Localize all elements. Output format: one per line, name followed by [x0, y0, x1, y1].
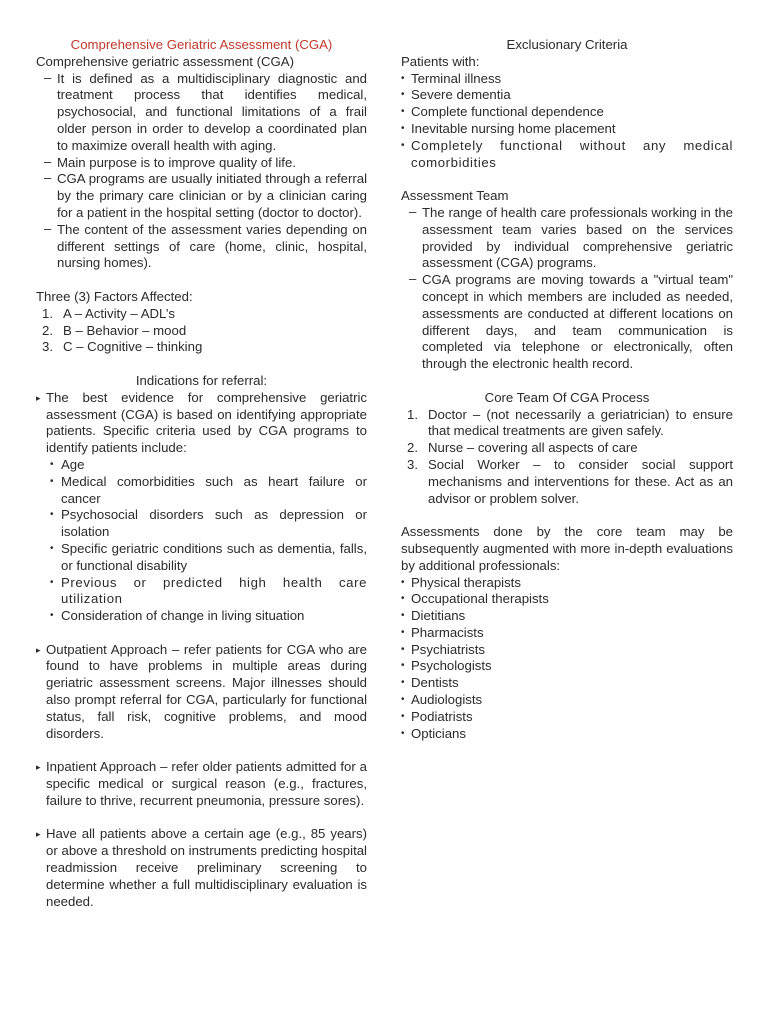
indications-heading: Indications for referral:: [135, 372, 268, 388]
screening-item: ▸ Have all patients above a certain age (e.g., 85 years) or above a threshold on instruments predicting hospital readmission receive preliminary screening to determine whether a full multidisciplinary evaluation is needed.: [36, 826, 367, 910]
core-team-item: 1. Doctor – (not necessarily a geriatrician) to ensure that medical treatments are given safely.: [407, 406, 733, 439]
criteria-list: [36, 457, 367, 625]
exclusion-list: [401, 71, 733, 172]
patients-with-label: Patients with:: [401, 53, 480, 69]
exclusion-item: • Complete functional dependence: [401, 104, 733, 121]
factor-item: 3. C – Cognitive – thinking: [42, 339, 203, 355]
definition-item: – The content of the assessment varies depending on different settings of care (home, clinic, hospital, nursing homes).: [36, 222, 367, 272]
section-subtitle: Comprehensive geriatric assessment (CGA): [36, 53, 294, 69]
indications-list: [36, 390, 367, 625]
core-team-item: 3. Social Worker – to consider social support mechanisms and interventions for these. Act as an advisor or problem solver.: [407, 456, 733, 506]
core-team-list: [401, 407, 733, 508]
definition-item: – It is defined as a multidisciplinary diagnostic and treatment process that identifies medical, psychosocial, and functional limitations of a frail older person in order to develop a coordinated plan to maximize overall health with aging.: [36, 71, 367, 155]
factors-heading: Three (3) Factors Affected:: [36, 288, 193, 304]
core-team-heading: Core Team Of CGA Process: [484, 389, 650, 405]
definition-item: – CGA programs are usually initiated through a referral by the primary care clinician or by a clinician caring for a patient in the hospital setting (doctor to doctor).: [36, 171, 367, 221]
professional-item: • Dentists: [401, 675, 733, 692]
indication-item: [36, 390, 367, 625]
criteria-item: • Previous or predicted high health care utilization: [36, 575, 367, 609]
team-item: – CGA programs are moving towards a "virtual team" concept in which members are included as needed, assessments are conducted at different locations on different days, and team communication is completed via telephone or electronically, often through the electronic health record.: [401, 272, 733, 373]
professional-item: • Audiologists: [401, 692, 733, 709]
team-list: [401, 205, 733, 373]
professionals-list: [401, 575, 733, 743]
professional-item: • Dietitians: [401, 608, 733, 625]
professional-item: • Psychiatrists: [401, 642, 733, 659]
screening-list: [36, 826, 367, 910]
team-heading: Assessment Team: [401, 188, 509, 204]
approach-list-outpatient: [36, 642, 367, 743]
professional-item: • Podiatrists: [401, 709, 733, 726]
criteria-item: • Age: [36, 457, 367, 474]
core-team-item: 2. Nurse – covering all aspects of care: [407, 440, 638, 456]
evidence-text: The best evidence for comprehensive geriatric assessment (CGA) is based on identifying appropriate patients. Specific criteria used by CGA programs to identify patients include:: [46, 389, 367, 456]
document-title: Comprehensive Geriatric Assessment (CGA): [70, 37, 333, 52]
professional-item: • Physical therapists: [401, 575, 733, 592]
approach-list-inpatient: [36, 759, 367, 809]
exclusion-item: • Completely functional without any medical comorbidities: [401, 138, 733, 172]
exclusion-heading: Exclusionary Criteria: [506, 37, 628, 52]
criteria-item: • Medical comorbidities such as heart failure or cancer: [36, 474, 367, 508]
definition-item: – Main purpose is to improve quality of life.: [36, 155, 367, 172]
professional-item: • Psychologists: [401, 658, 733, 675]
outpatient-item: ▸ Outpatient Approach – refer patients for CGA who are found to have problems in multiple areas during geriatric assessment screens. Major illnesses should also prompt referral for CGA, particularly for functional status, fall risk, cognitive problems, and mood disorders.: [36, 642, 367, 743]
criteria-item: • Specific geriatric conditions such as dementia, falls, or functional disability: [36, 541, 367, 575]
professional-item: • Pharmacists: [401, 625, 733, 642]
augment-text: Assessments done by the core team may be subsequently augmented with more in-depth evaluations by additional professionals:: [401, 524, 733, 573]
factor-item: 1. A – Activity – ADL’s: [42, 305, 175, 321]
factor-item: 2. B – Behavior – mood: [42, 322, 187, 338]
left-column: [36, 37, 367, 910]
exclusion-item: • Inevitable nursing home placement: [401, 121, 733, 138]
professional-item: • Opticians: [401, 726, 733, 743]
right-column: [401, 37, 733, 742]
exclusion-item: • Terminal illness: [401, 71, 733, 88]
team-item: – The range of health care professionals working in the assessment team varies based on the services provided by individual comprehensive geriatric assessment (CGA) programs.: [401, 205, 733, 272]
criteria-item: • Consideration of change in living situation: [36, 608, 367, 625]
exclusion-item: • Severe dementia: [401, 87, 733, 104]
factors-list: [36, 306, 367, 356]
criteria-item: • Psychosocial disorders such as depression or isolation: [36, 507, 367, 541]
professional-item: • Occupational therapists: [401, 591, 733, 608]
definition-list: [36, 71, 367, 273]
inpatient-item: ▸ Inpatient Approach – refer older patients admitted for a specific medical or surgical reason (e.g., fractures, failure to thrive, recurrent pneumonia, pressure sores).: [36, 759, 367, 809]
